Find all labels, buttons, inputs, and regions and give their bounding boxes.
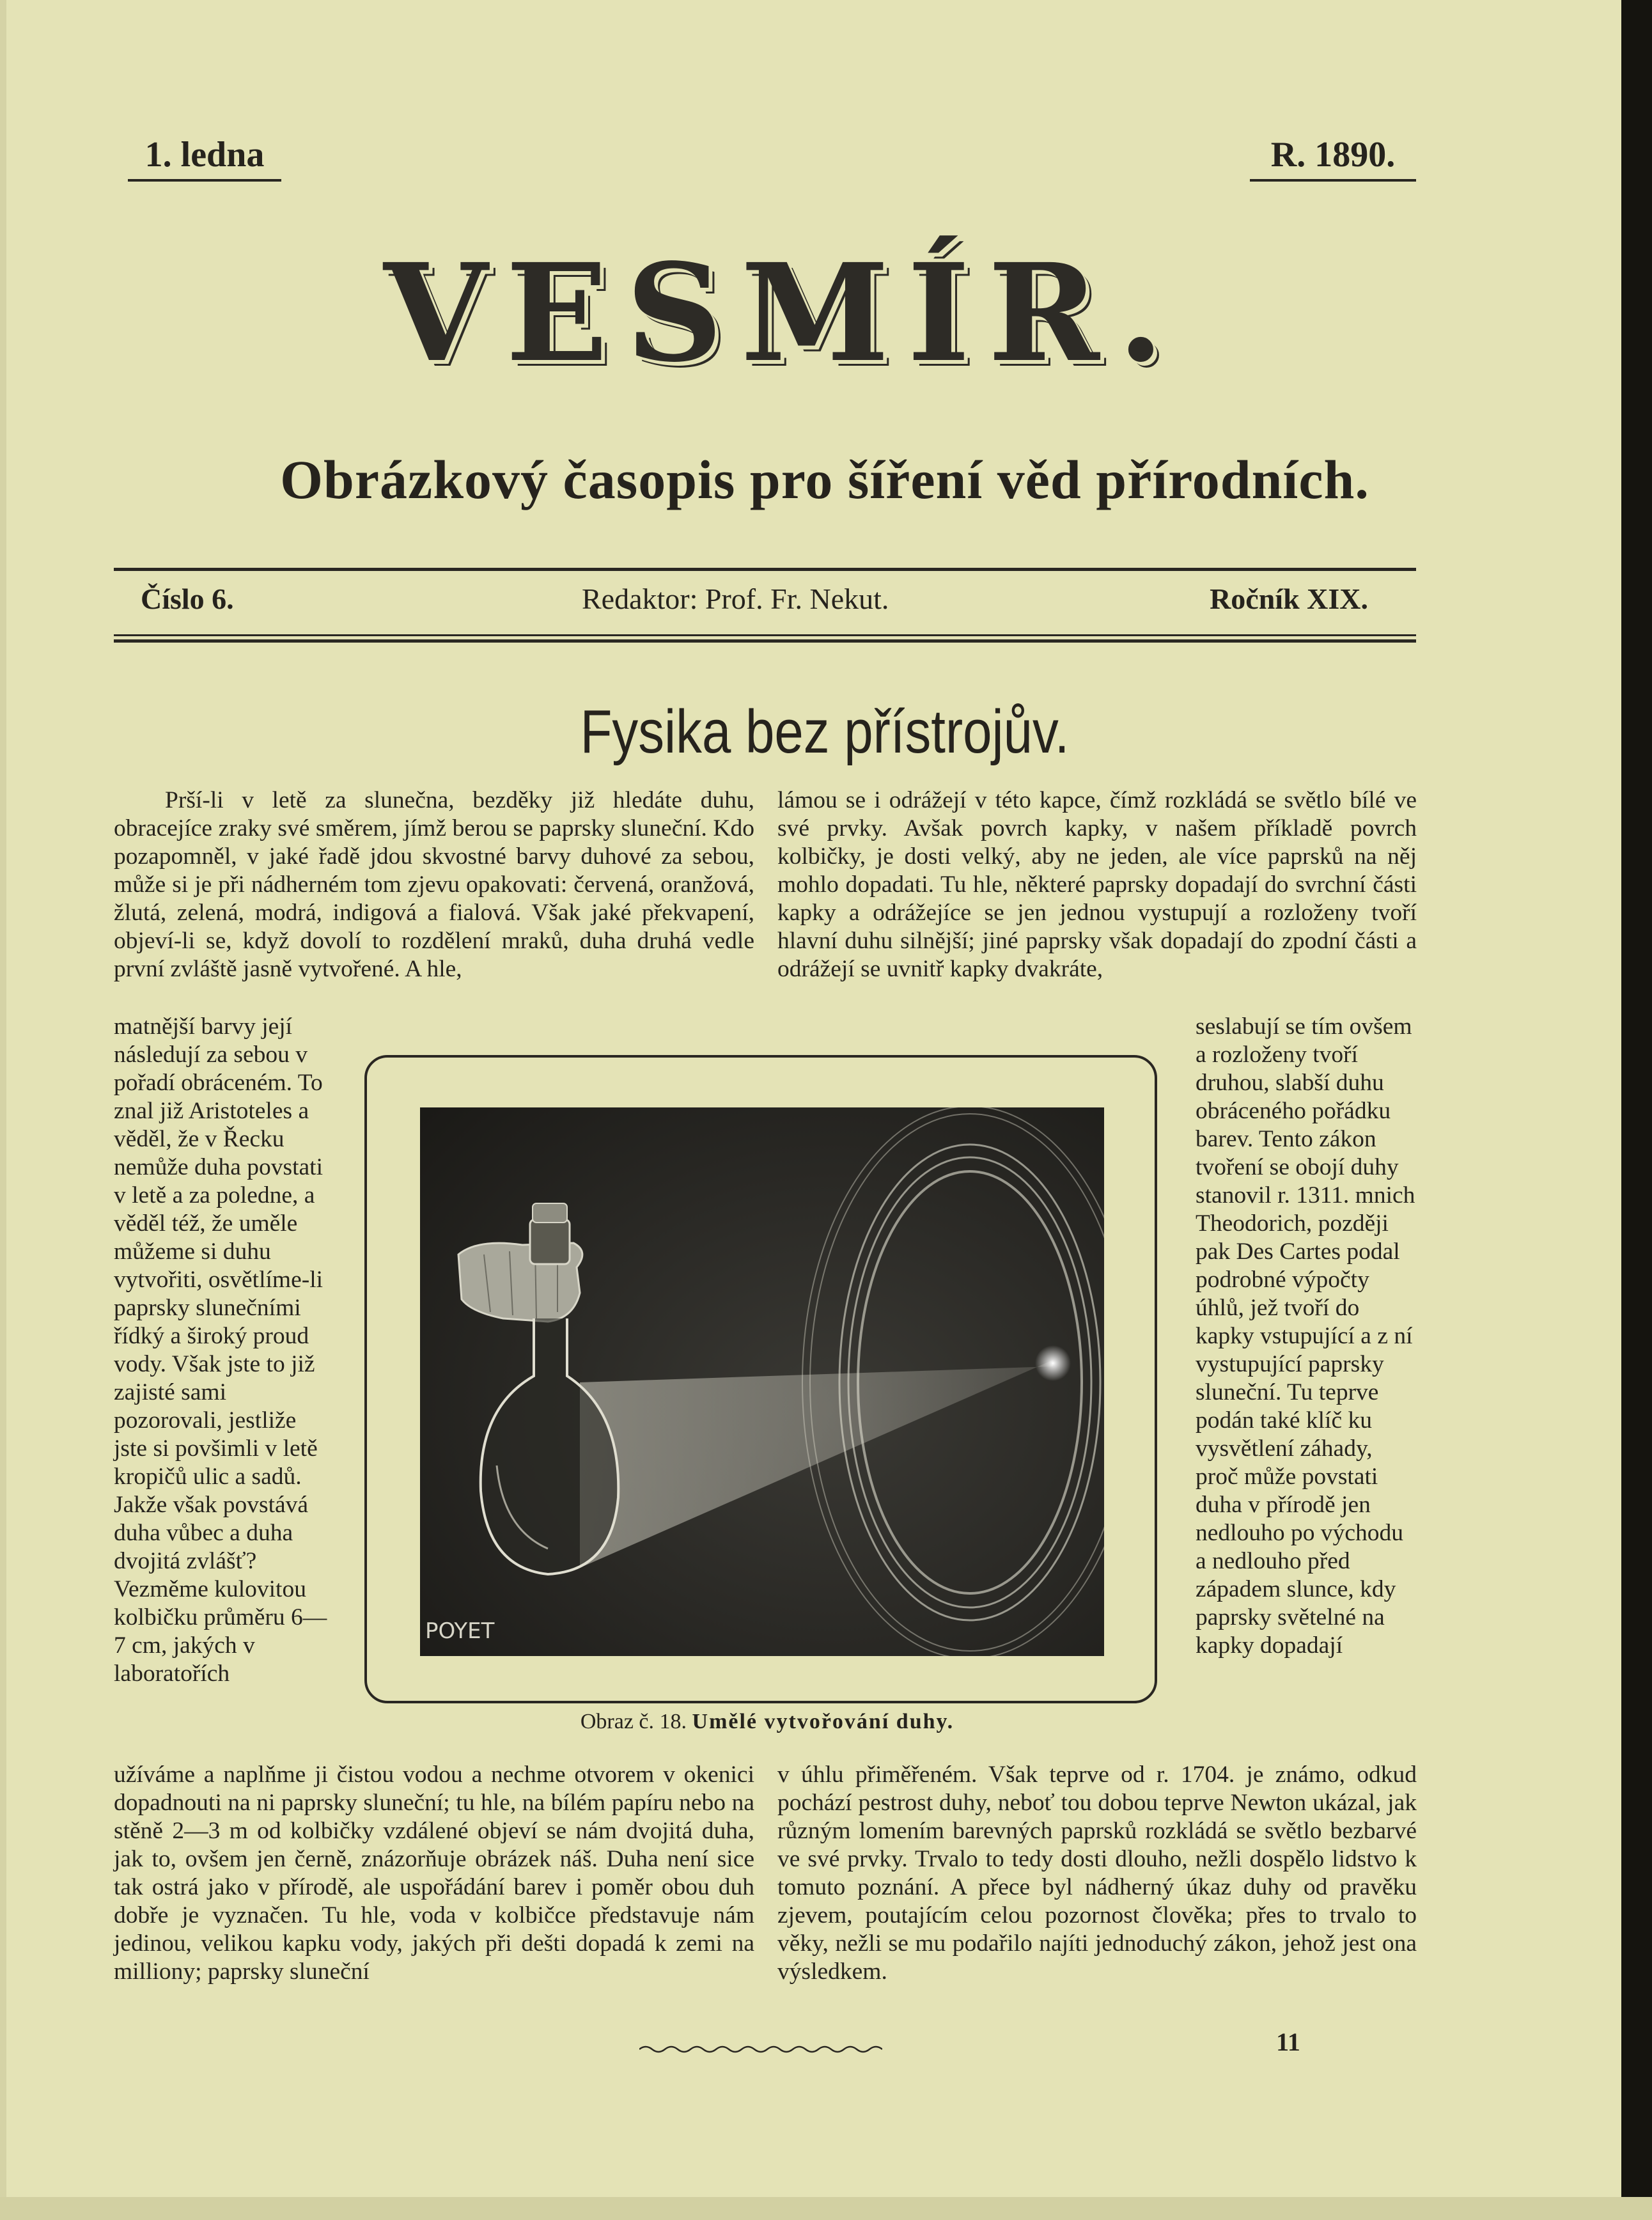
volume-number: Ročník XIX. bbox=[1210, 582, 1368, 615]
caption-text: Umělé vytvořování duhy. bbox=[692, 1710, 955, 1733]
issue-year: R. 1890. bbox=[1250, 134, 1416, 182]
header-rule-top bbox=[114, 568, 1416, 571]
scan-edge-bottom bbox=[0, 2197, 1652, 2220]
masthead-subtitle: Obrázkový časopis pro šíření věd přírodních. bbox=[280, 449, 1369, 510]
article-paragraph-right-narrow: seslabují se tím ovšem a rozloženy tvoří druhou, slabší duhu obráceného pořádku barev. Tento zákon tvoření se obojí duhy stanovil r. 1311. mnich Theodorich, později pak Des Cartes podal podrobné výpočty úhlů, jež tvoří do kapky vstupující a z ní vystupující paprsky sluneční. Tu teprve podán také klíč ku vysvětlení záhady, proč může povstati duha v přírodě jen nedlouho po východu a nedlouho před západem slunce, kdy paprsky světelné na kapky dopadají bbox=[1196, 1013, 1415, 1659]
closing-ornament bbox=[639, 2043, 882, 2056]
header-rule-mid bbox=[114, 634, 1416, 636]
light-source bbox=[1035, 1345, 1071, 1381]
info-row bbox=[141, 582, 1394, 627]
article-paragraph-left-narrow: matnější barvy její následují za sebou v pořadí obráceném. To znal již Aristoteles a věděl, že v Řecku nemůže duha povstati v letě a za poledne, a věděl též, že uměle můžeme si duhu vytvořiti, osvětlíme-li paprsky slunečními řídký a široký proud vody. Však jste to již zajisté sami pozorovali, jestliže jste si povšimli v letě kropičů ulic a sadů. Jakže však povstává duha vůbec a duha dvojitá zvlášť? Vezměme kulovitou kolbičku průměru 6—7 cm, jakých v laboratořích bbox=[114, 1013, 327, 1687]
rainbow-flask-illustration bbox=[420, 1107, 1104, 1656]
article-paragraph-left-top: Prší-li v letě za slunečna, bezděky již hledáte duhu, obracejíce zraky své směrem, jímž berou se paprsky sluneční. Kdo pozapomněl, v jaké řadě jdou skvostné barvy duhové za sebou, může si je při nádherném tom zjevu opakovati: červená, oranžová, žlutá, zelená, modrá, indigová a fialová. Však jaké překvapení, objeví-li se, když dovolí to rozdělení mraků, duha druhá vedle první zvláště jasně vytvořené. A hle, bbox=[114, 787, 754, 982]
header-rule-bottom bbox=[114, 639, 1416, 643]
issue-number: Číslo 6. bbox=[141, 582, 234, 615]
article-paragraph-right-top: lámou se i odrážejí v této kapce, čímž rozkládá se světlo bílé ve své prvky. Avšak povrch kapky, v našem příkladě povrch kolbičky, je dosti velký, aby ne jeden, ale více paprsků na něj mohlo dopadati. Tu hle, některé paprsky dopadají do svrchní části kapky a odrážejíce se jen jednou vystupují a rozloženy tvoří hlavní duhu silnější; jiné paprsky však dopadají do zpodní části a odrážejí se uvnitř kapky dvakráte, bbox=[777, 787, 1417, 982]
masthead-title: VESMÍR. bbox=[384, 234, 1182, 392]
flask-stopper bbox=[530, 1219, 570, 1264]
editor-line: Redaktor: Prof. Fr. Nekut. bbox=[582, 582, 889, 615]
article-paragraph-right-bottom: v úhlu přiměřeném. Však teprve od r. 1704. je známo, odkud pochází pestrost duhy, neboť tou dobou teprve Newton ukázal, jak různým lomením barevných paprsků rozkládá se světlo bezbarvé ve své prvky. Trvalo to tedy dosti dlouho, nežli dospělo lidstvo k tomuto poznání. A přece byl nádherný úkaz duhy od pravěku zjevem, poutajícím celou pozornost člověka; přes to trvalo to věky, nežli se mu podařilo najíti jednoduchý zákon, jehož jest ona výsledkem. bbox=[777, 1762, 1417, 1985]
article-paragraph-left-bottom: užíváme a naplňme ji čistou vodou a nechme otvorem v okenici dopadnouti na ni paprsky sluneční; tu hle, na bílém papíru nebo na stěně 2—3 m od kolbičky vzdálené objeví se nám dvojitá duha, jak to, ovšem jen černě, znázorňuje obrázek náš. Duha není sice tak ostrá jako v přírodě, ale uspořádání barev i poměr obou duh dobře je vyznačen. Tu hle, voda v kolbičce představuje nám jedinou, velikou kapku vody, jakých při dešti dopadá k zemi na milliony; paprsky sluneční bbox=[114, 1762, 754, 1985]
scan-edge-right bbox=[1621, 0, 1652, 2220]
scan-edge-left bbox=[0, 0, 6, 2220]
artist-signature: POYET bbox=[425, 1618, 495, 1644]
caption-label: Obraz č. 18. bbox=[580, 1710, 687, 1733]
issue-date: 1. ledna bbox=[128, 134, 281, 182]
page-number: 11 bbox=[1276, 2028, 1300, 2056]
figure-caption bbox=[448, 1710, 1087, 1734]
article-title: Fysika bez přístrojův. bbox=[580, 698, 1070, 766]
